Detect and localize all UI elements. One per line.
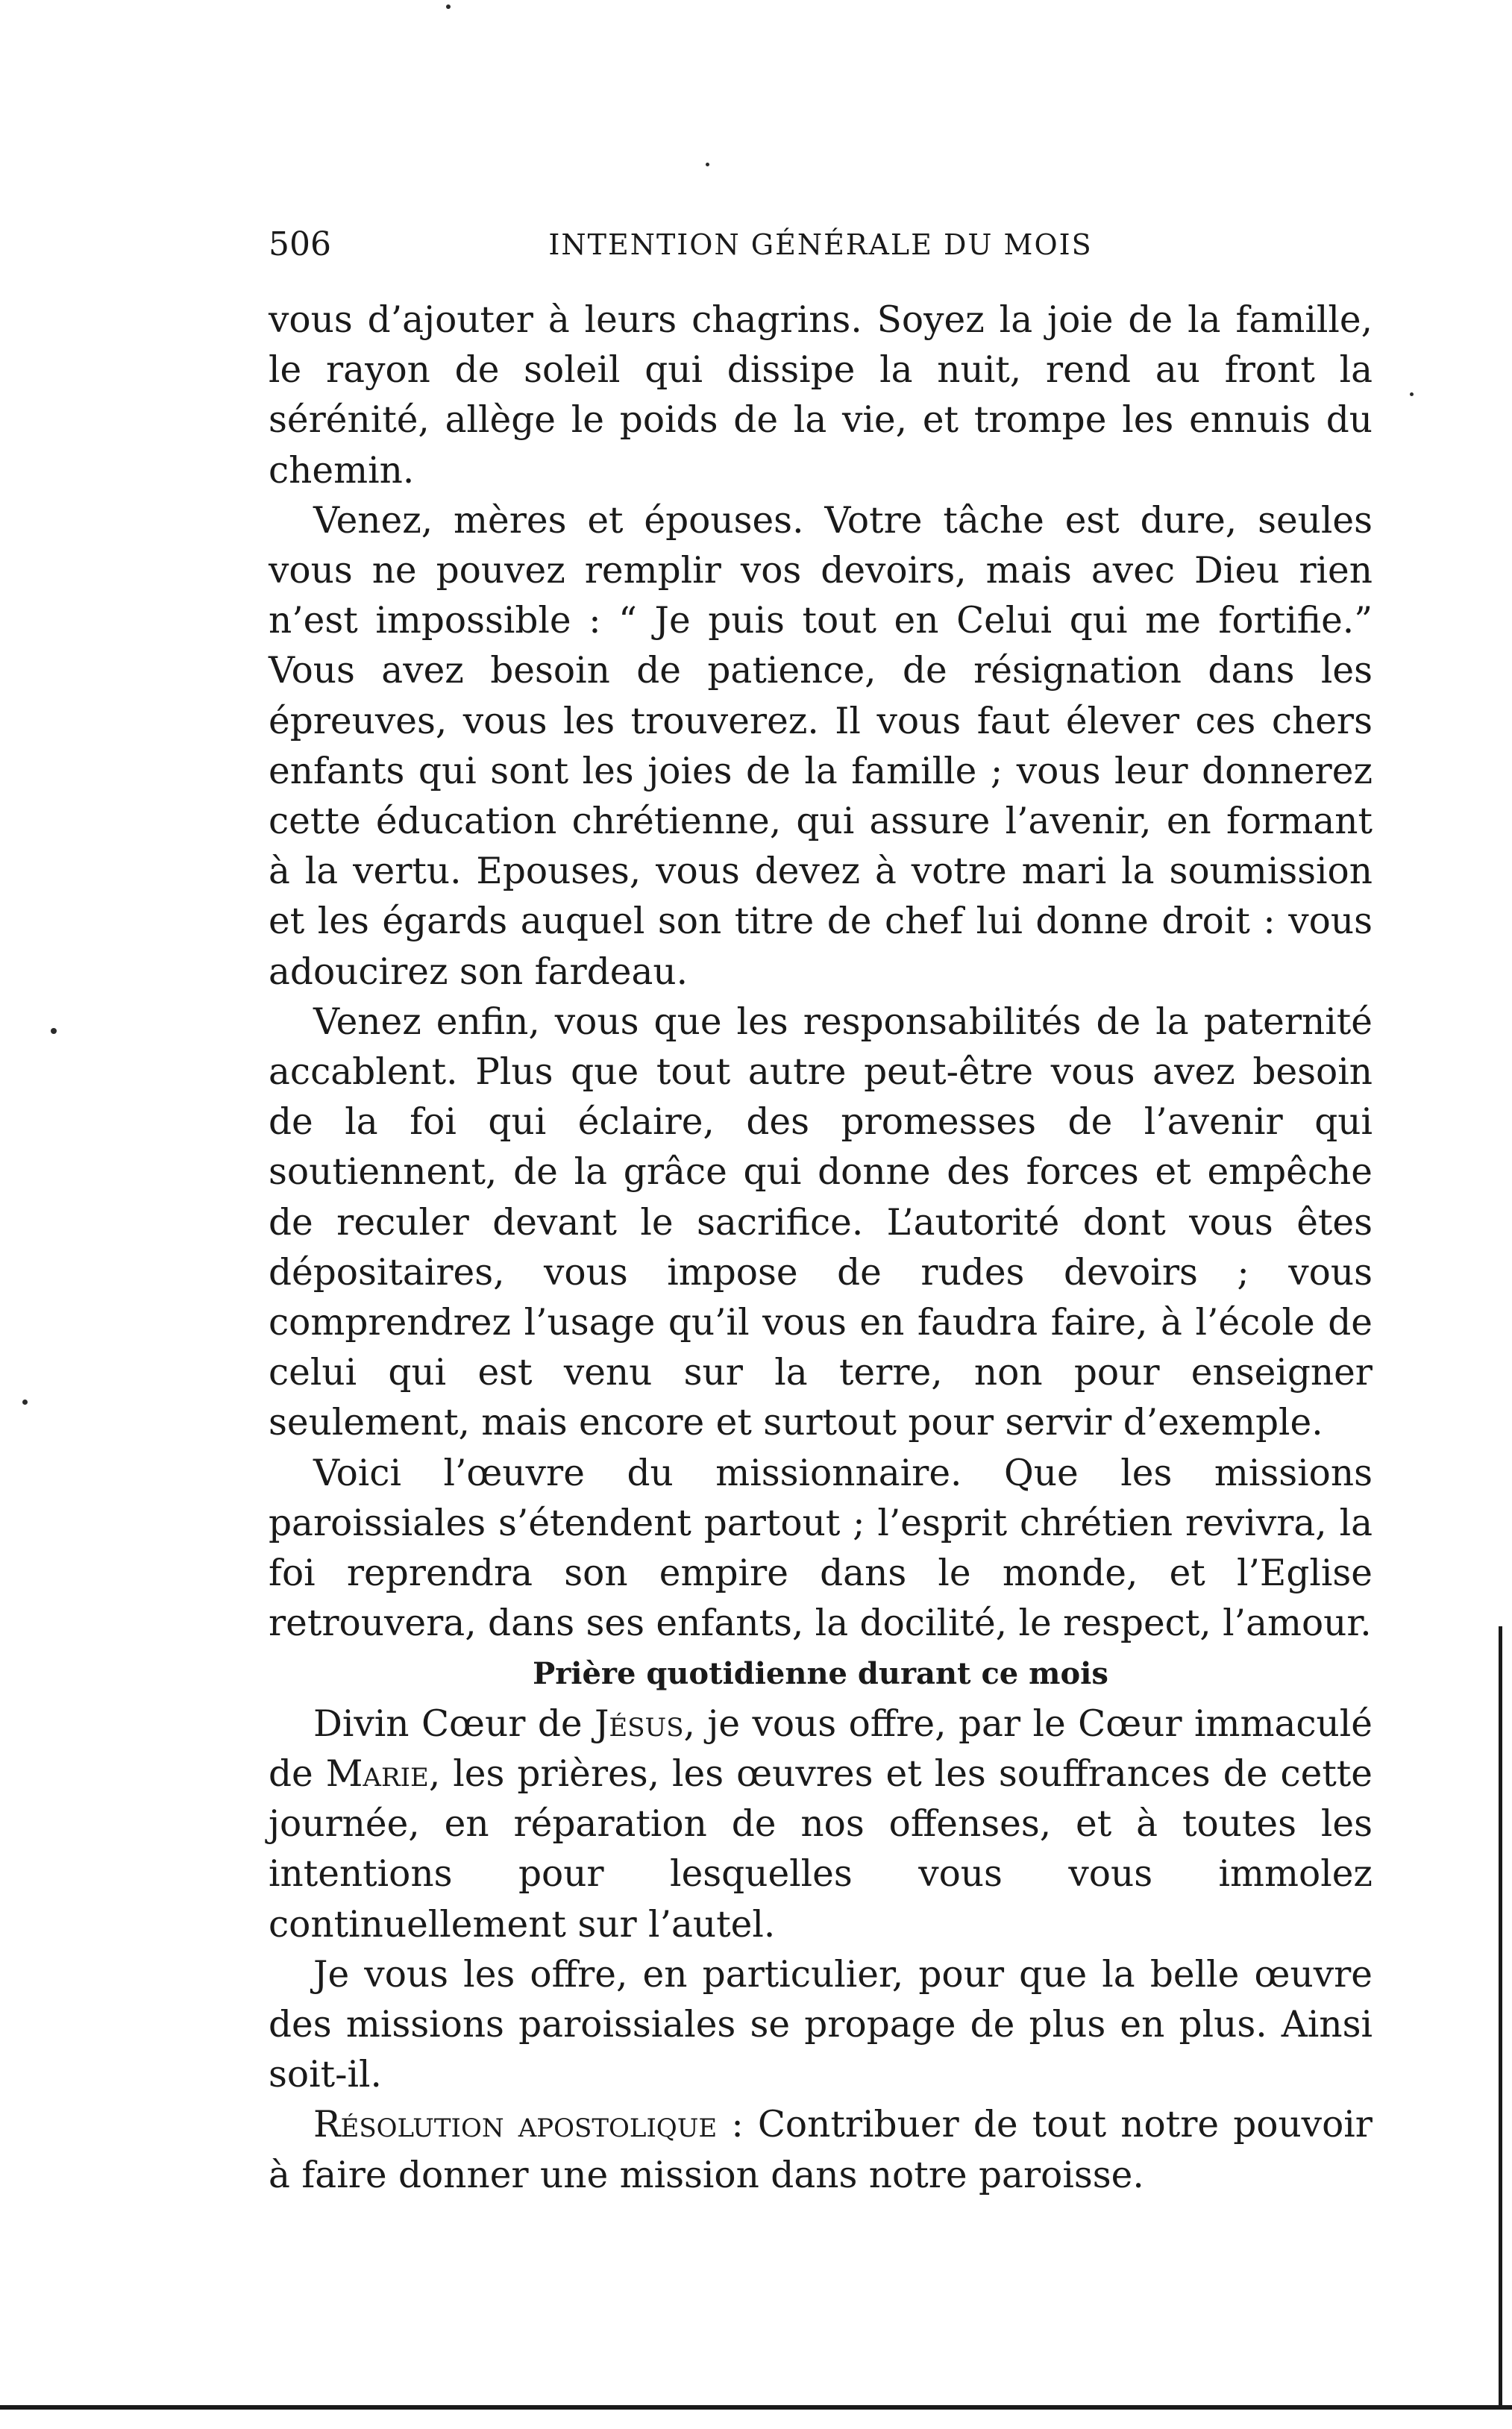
page-number: 506 [269, 225, 331, 263]
resolution-text: Contribuer de tout notre pouvoir à faire donner une mission dans notre paroisse. [269, 2104, 1373, 2196]
scan-speck [446, 4, 451, 9]
prayer-name-jesus: Jésus [594, 1702, 684, 1745]
prayer-paragraph [269, 1699, 1373, 1950]
prayer-text-b: , je vous offre, par le Cœur immaculé de [269, 1702, 1373, 1795]
scan-speck [706, 163, 709, 166]
prayer-text-a: Divin Cœur de [313, 1702, 595, 1745]
resolution-label: Résolution apostolique : [313, 2104, 744, 2146]
scan-speck [51, 1028, 57, 1034]
scan-speck [22, 1400, 28, 1405]
page-header [269, 222, 1373, 267]
paragraph-continuation: vous d’ajouter à leurs chagrins. Soyez la joie de la famille, le rayon de soleil qui dissipe la nuit, rend au front la sérénité, allège le poids de la vie, et trompe les ennuis du chemin. [269, 299, 1373, 492]
paragraph-missionary: Voici l’œuvre du missionnaire. Que les missions paroissiales s’étendent partout ; l’esprit chrétien revivra, la foi reprendra son empire dans le monde, et l’Eglise retrouvera, dans ses enfants, la docilité, le respect, l’amour. [269, 1452, 1373, 1645]
prayer-offering-paragraph: Je vous les offre, en particulier, pour que la belle œuvre des missions paroissiales se propage de plus en plus. Ainsi soit-il. [269, 1953, 1373, 2096]
page-body [269, 295, 1373, 2201]
paragraph-fathers: Venez enfin, vous que les responsabilités de la paternité accablent. Plus que tout autre peut-être vous avez besoin de la foi qui éclaire, des promesses de l’avenir qui soutiennent, de la grâce qui donne des forces et empêche de reculer devant le sacrifice. L’autorité dont vous êtes dépositaires, vous impose de rudes devoirs ; vous comprendrez l’usage qu’il vous en faudra faire, à l’école de celui qui est venu sur la terre, non pour enseigner seulement, mais encore et surtout pour servir d’exemple. [269, 1000, 1373, 1444]
scan-edge-bottom [0, 2405, 1512, 2410]
paragraph-mothers: Venez, mères et épouses. Votre tâche est dure, seules vous ne pouvez remplir vos devoirs, mais avec Dieu rien n’est impossible : “ Je puis tout en Celui qui me fortifie.” Vous avez besoin de patience, de résignation dans les épreuves, vous les trouverez. Il vous faut élever ces chers enfants qui sont les joies de la famille ; vous leur donnerez cette éducation chrétienne, qui assure l’avenir, en formant à la vertu. Epouses, vous devez à votre mari la soumission et les égards auquel son titre de chef lui donne droit : vous adoucirez son fardeau. [269, 499, 1373, 993]
prayer-text-c: , les prières, les œuvres et les souffrances de cette journée, en réparation de nos offenses, et à toutes les intentions pour lesquelles vous vous immolez continuellement sur l’autel. [269, 1752, 1373, 1946]
running-title: INTENTION GÉNÉRALE DU MOIS [548, 228, 1093, 261]
prayer-heading: Prière quotidienne durant ce mois [533, 1656, 1108, 1692]
scan-edge-right [1499, 1626, 1502, 2407]
resolution-paragraph [269, 2100, 1373, 2200]
scan-speck [1410, 392, 1414, 396]
prayer-name-marie: Marie [325, 1752, 429, 1795]
